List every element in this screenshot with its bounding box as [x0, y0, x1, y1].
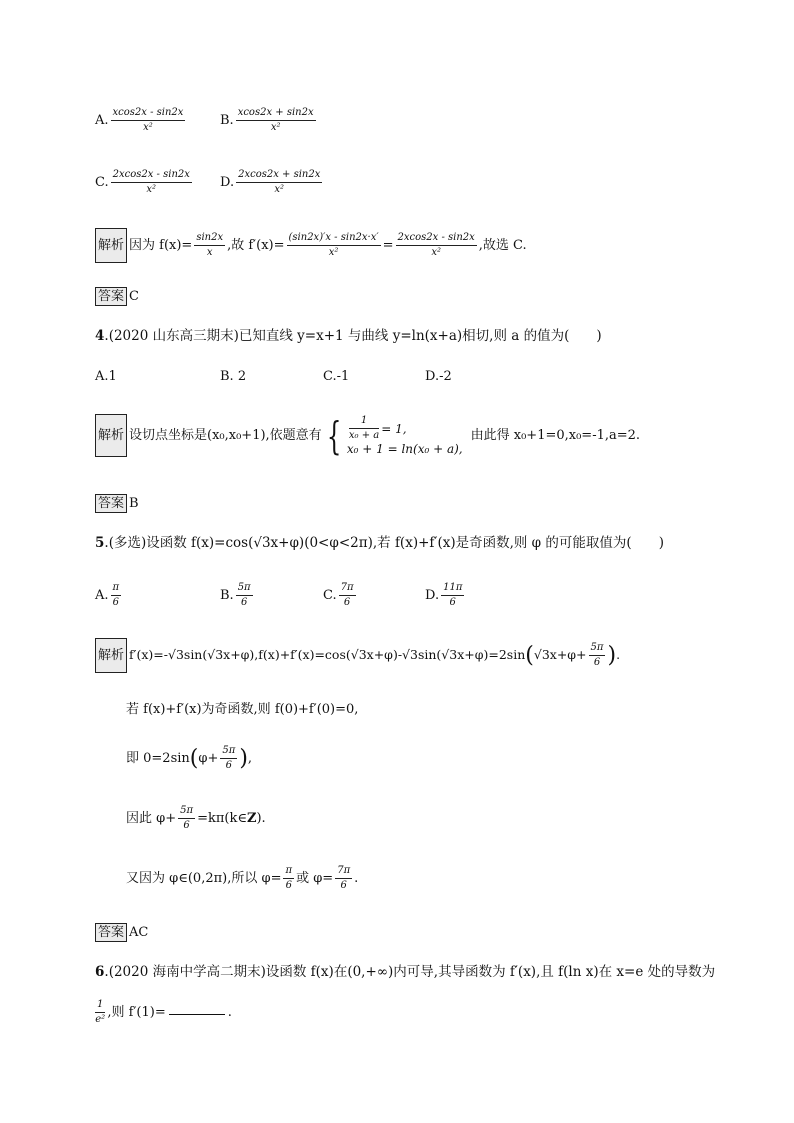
q5-analysis-line2: 若 f(x)+f′(x)为奇函数,则 f(0)+f′(0)=0, [126, 702, 359, 717]
analysis-tag: 解析 [95, 228, 127, 263]
answer-tag: 答案 [95, 923, 127, 942]
q4-answer: 答案 B [95, 494, 139, 513]
q3-option-b: B. $\frac{xcos2x + \sin 2x}{\text{x²}}$ [220, 107, 314, 133]
answer-tag: 答案 [95, 494, 127, 513]
q5-option-d: D. $\frac{11\pi}{6}$ [425, 582, 463, 608]
q3-analysis: 解析 因为 f(x)= $\frac{\sin 2x}{x}$ ,故 f′(x)= $\frac{(\sin 2x)'x - \sin 2x\cdot x'}{\text{x²}}$ = $\frac{2xcos2x - \sin 2x}{\text{x²}}$ ,故选 C. [95, 228, 527, 263]
q5-stem: 5.(多选)设函数 f(x)=cos(√3x+φ)(0<φ<2π),若 f(x)+f′(x)是奇函数,则 φ 的可能取值为( ) [95, 535, 664, 551]
q3-option-c: C. $\frac{2xcos2x - \sin 2x}{\text{x²}}$ [95, 169, 190, 195]
q5-option-c: C. $\frac{7\pi}{6}$ [323, 582, 354, 608]
q5-analysis-line5: 又因为 φ∈(0,2π),所以 φ= $\frac{\pi}{6}$ 或 φ= $\frac{7\pi}{6}$ . [126, 865, 359, 891]
analysis-tag: 解析 [95, 414, 127, 457]
q5-analysis-line1: 解析 f′(x)=-√3sin(√3x+φ),f(x)+f′(x)=cos(√3x+φ)-√3sin(√3x+φ)=2sin ( √3x+φ+ $\frac{5\pi}{6}$ ) . [95, 638, 620, 673]
q4-option-d: D.-2 [425, 369, 452, 384]
q4-analysis: 解析 设切点坐标是(x₀,x₀+1),依题意有 { $\frac{1}{\text{x₀ + a}}$ = 1, x₀ + 1 = ln(x₀ + a), 由此得 x₀+1=0,x₀=-1,a=2. [95, 414, 640, 457]
answer-tag: 答案 [95, 287, 127, 306]
answer-blank[interactable] [169, 1014, 225, 1015]
q4-option-b: B. 2 [220, 369, 247, 384]
q5-option-a: A. $\frac{\pi}{6}$ [95, 582, 120, 608]
q3-answer: 答案 C [95, 287, 139, 306]
q5-analysis-line3: 即 0=2sin ( φ+ $\frac{5\pi}{6}$ ) , [126, 745, 253, 771]
q3-option-a: A. $\frac{xcos2x - \sin 2x}{\text{x²}}$ [95, 107, 184, 133]
q4-option-c: C.-1 [323, 369, 350, 384]
q6-stem: 6.(2020 海南中学高二期末)设函数 f(x)在(0,+∞)内可导,其导函数为 f′(x),且 f(ln x)在 x=e 处的导数为 [95, 964, 716, 980]
q5-analysis-line4: 因此 φ+ $\frac{5\pi}{6}$ =kπ(k∈ Z ). [126, 805, 266, 831]
equation-system: { $\frac{1}{\text{x₀ + a}}$ = 1, x₀ + 1 = ln(x₀ + a), [326, 413, 463, 458]
analysis-tag: 解析 [95, 638, 127, 673]
q4-option-a: A.1 [95, 369, 117, 384]
q5-option-b: B. $\frac{5\pi}{6}$ [220, 582, 251, 608]
q4-stem: 4.(2020 山东高三期末)已知直线 y=x+1 与曲线 y=ln(x+a)相切,则 a 的值为( ) [95, 328, 602, 344]
q6-stem-continued: $\frac{1}{\text{e²}}$ ,则 f′(1)= . [95, 999, 232, 1025]
q5-answer: 答案 AC [95, 923, 148, 942]
q3-option-d: D. $\frac{2xcos2x + \sin 2x}{\text{x²}}$ [220, 169, 321, 195]
